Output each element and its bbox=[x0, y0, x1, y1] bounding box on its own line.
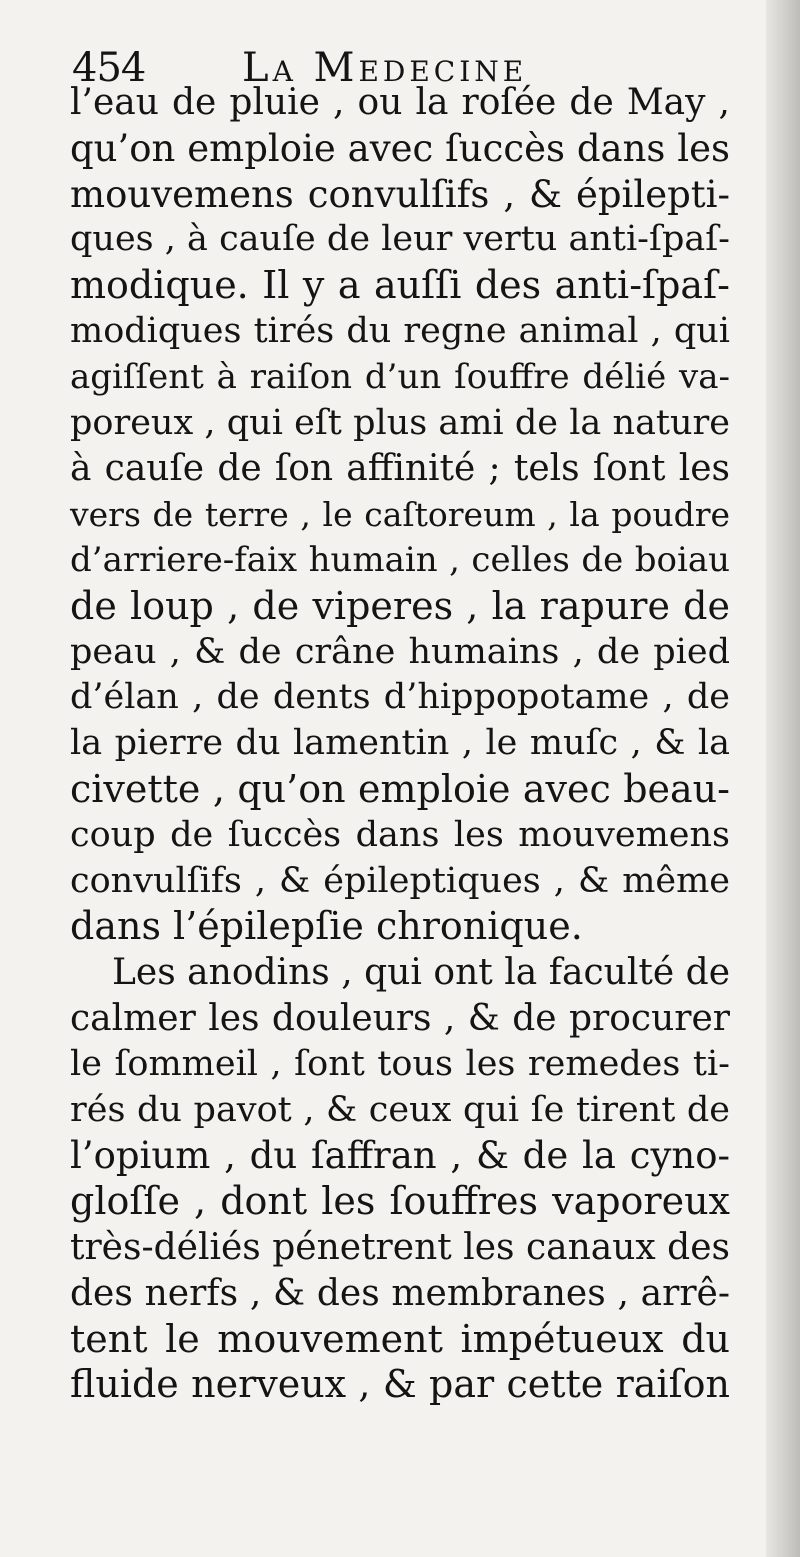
page-gutter-shadow bbox=[766, 0, 800, 1557]
text-line: vers de terre , le caſtoreum , la poudre bbox=[70, 495, 730, 535]
text-line: très-déliés pénetrent les canaux des bbox=[70, 1226, 730, 1268]
paragraph-1 bbox=[70, 80, 730, 950]
text-line: ques , à cauſe de leur vertu anti-ſpaſ- bbox=[70, 219, 730, 260]
text-line: poreux , qui eſt plus ami de la nature bbox=[70, 402, 730, 443]
text-line: civette , qu’on emploie avec beau- bbox=[70, 766, 730, 811]
text-line: dans l’épilepſie chronique. bbox=[70, 904, 583, 949]
text-line: la pierre du lamentin , le muſc , & la bbox=[70, 723, 730, 764]
page-number: 454 bbox=[72, 45, 146, 91]
text-line: d’élan , de dents d’hippopotame , de bbox=[70, 677, 730, 718]
text-line: convulſifs , & épileptiques , & même bbox=[70, 860, 730, 901]
body-text bbox=[70, 80, 730, 1408]
running-head: La Medecine bbox=[242, 45, 528, 91]
text-line: calmer les douleurs , & de procurer bbox=[70, 997, 730, 1039]
text-line: de loup , de viperes , la rapure de bbox=[70, 583, 730, 628]
text-line: le ſommeil , ſont tous les remedes ti- bbox=[70, 1043, 730, 1084]
text-line: mouvemens convulſifs , & épilepti- bbox=[70, 172, 730, 216]
text-line: gloſſe , dont les ſouffres vaporeux bbox=[70, 1179, 730, 1224]
text-line: l’eau de pluie , ou la roſée de May , bbox=[70, 82, 730, 123]
paragraph-2 bbox=[70, 950, 730, 1408]
text-line: rés du pavot , & ceux qui ſe tirent de bbox=[70, 1089, 730, 1130]
text-line: agiſſent à raiſon d’un ſouffre délié va- bbox=[70, 356, 730, 397]
text-line: fluide nerveux , & par cette raiſon bbox=[70, 1362, 730, 1407]
text-line: des nerfs , & des membranes , arrê- bbox=[70, 1272, 730, 1314]
text-line: d’arriere-faix humain , celles de boiau bbox=[70, 539, 730, 580]
text-line: à cauſe de ſon affinité ; tels ſont les bbox=[70, 448, 730, 490]
text-line: qu’on emploie avec ſuccès dans les bbox=[70, 126, 730, 170]
text-line: Les anodins , qui ont la faculté de bbox=[112, 952, 730, 994]
text-line: tent le mouvement impétueux du bbox=[70, 1316, 730, 1361]
text-line: peau , & de crâne humains , de pied bbox=[70, 631, 730, 672]
text-line: modique. Il y a auſſi des anti-ſpaſ- bbox=[70, 263, 730, 308]
text-line: l’opium , du ſaffran , & de la cyno- bbox=[70, 1134, 730, 1178]
text-line: modiques tirés du regne animal , qui bbox=[70, 310, 730, 351]
text-line: coup de ſuccès dans les mouvemens bbox=[70, 814, 730, 855]
